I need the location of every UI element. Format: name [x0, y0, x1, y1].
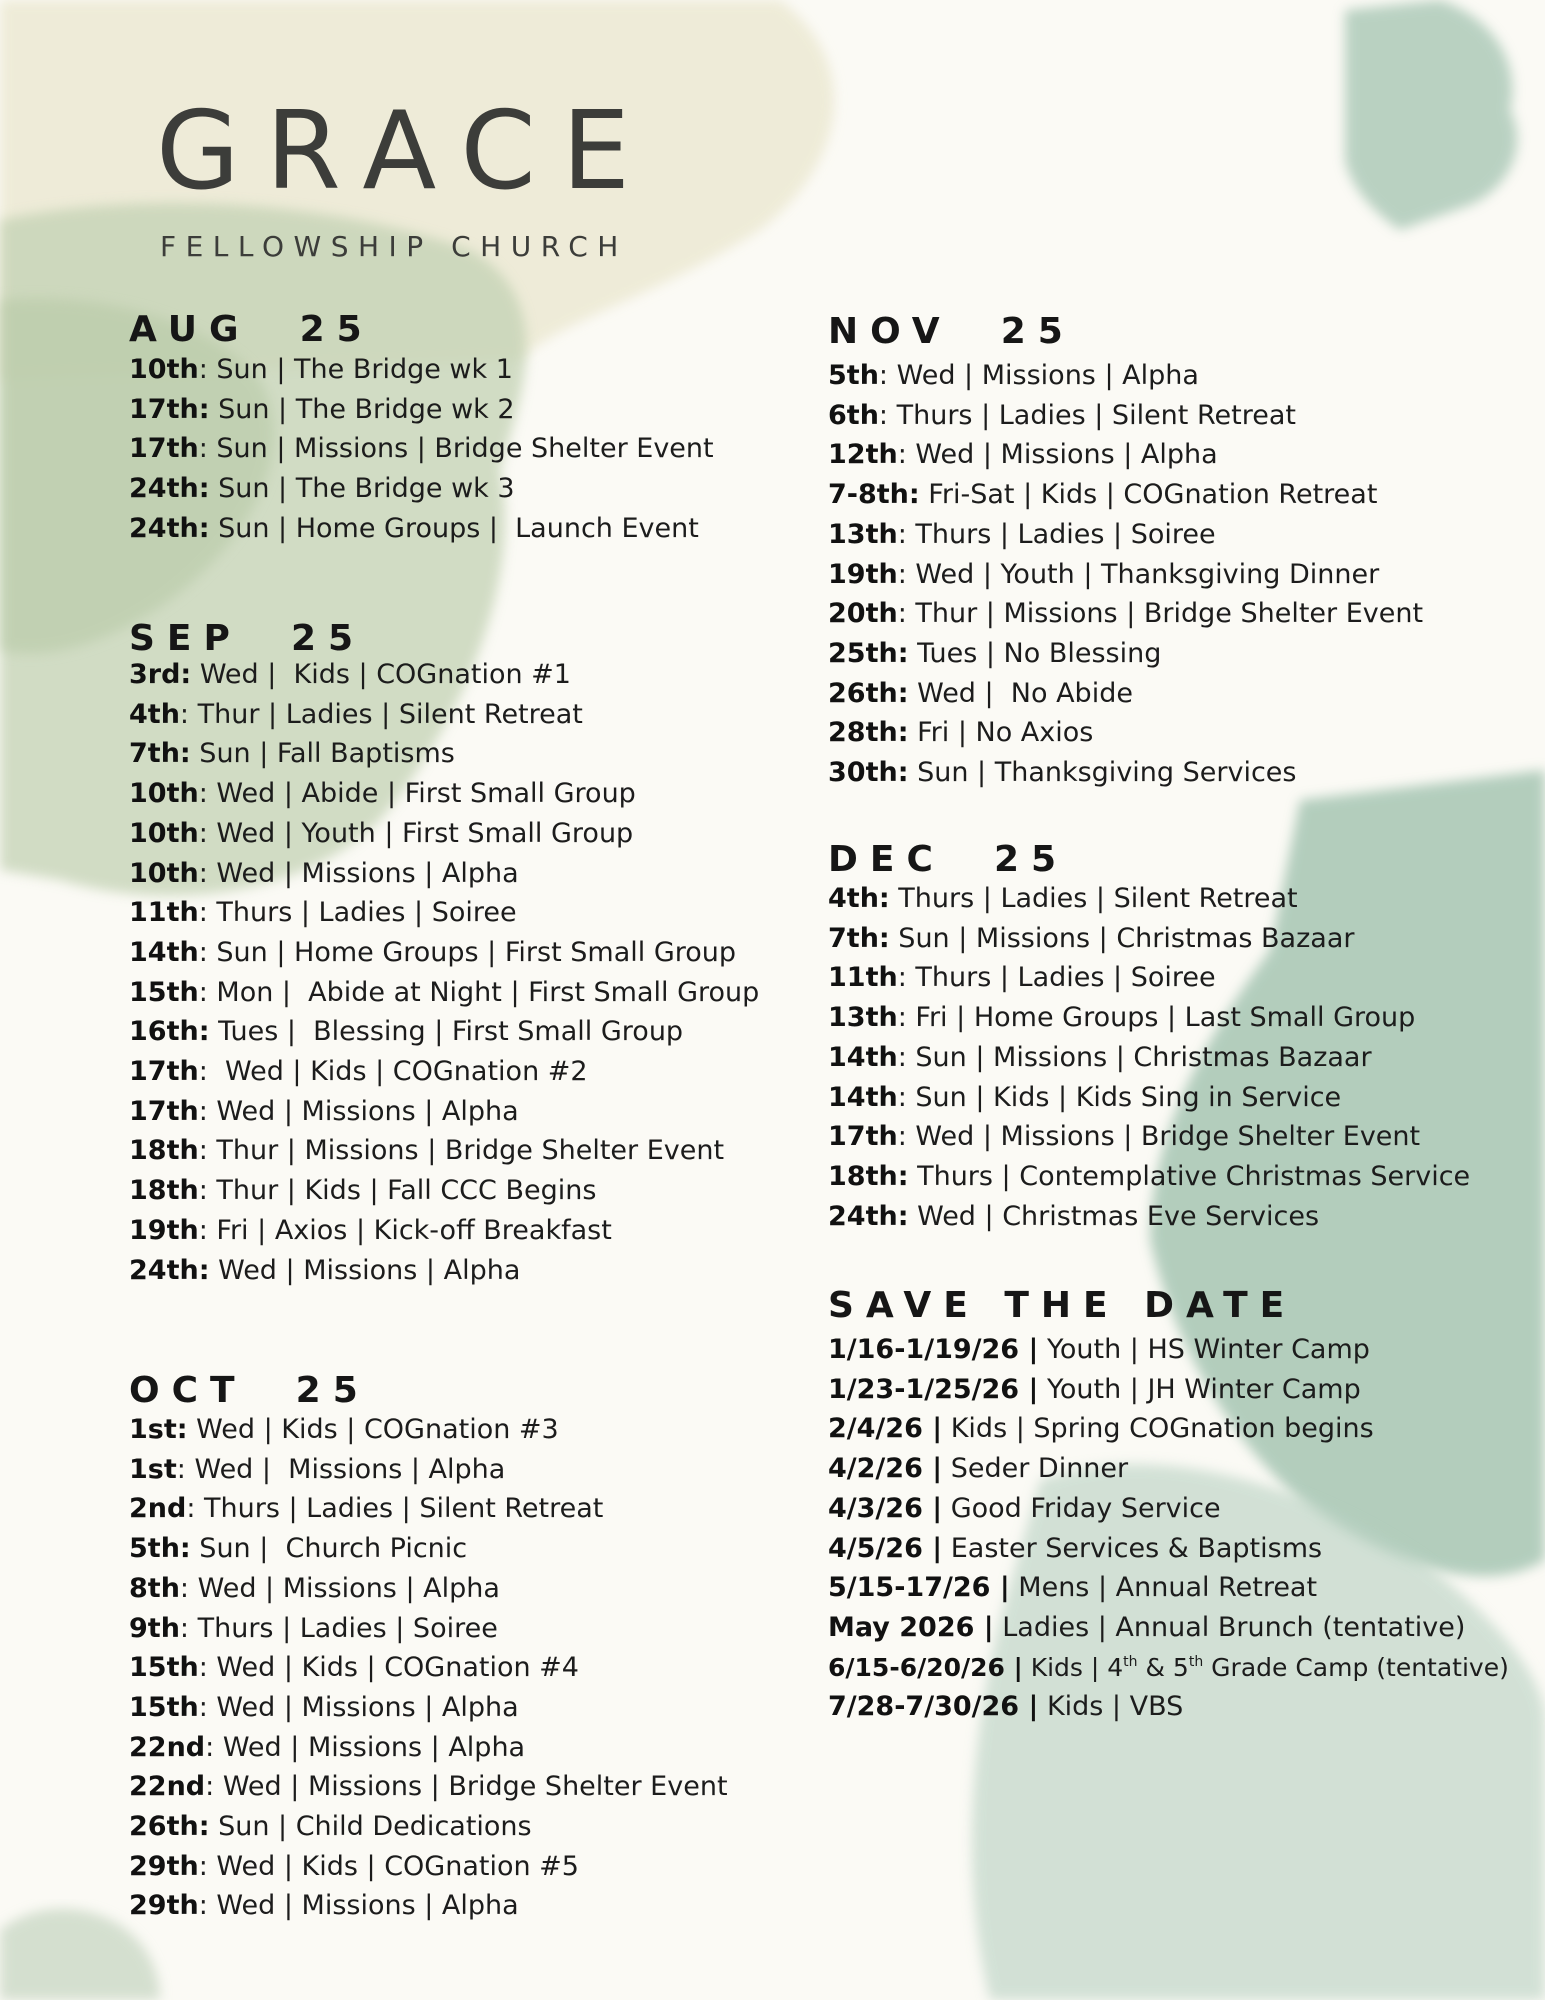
- event-date: 29th: [129, 1890, 199, 1922]
- event-text: Thur | Ladies | Silent Retreat: [189, 698, 583, 730]
- event-sep: :: [198, 1175, 208, 1207]
- event-sep: :: [198, 354, 208, 385]
- event-text: Wed | Youth | Thanksgiving Dinner: [906, 558, 1380, 590]
- event-text: Thurs | Ladies | Silent Retreat: [888, 399, 1296, 431]
- event-item: [129, 1688, 728, 1728]
- event-text: Sun | Child Dedications: [209, 1811, 532, 1843]
- logo-subtitle: FELLOWSHIP CHURCH: [160, 230, 628, 263]
- event-item: [828, 753, 1423, 793]
- event-text: Wed | Missions | Alpha: [207, 1095, 519, 1127]
- event-item: [828, 396, 1423, 436]
- ordinal-suffix: th: [1123, 1653, 1138, 1670]
- event-item: [828, 879, 1470, 919]
- event-text: Fri-Sat | Kids | COGnation Retreat: [919, 479, 1378, 511]
- event-date: 4/5/26 |: [828, 1532, 943, 1564]
- event-date: 15th: [129, 1691, 199, 1723]
- event-text: Fri | No Axios: [908, 717, 1094, 749]
- event-date: 30th:: [828, 757, 909, 789]
- event-item: [828, 515, 1423, 555]
- event-sep: :: [198, 936, 208, 968]
- event-sep: :: [198, 1135, 208, 1167]
- event-list: [828, 1330, 1509, 1727]
- event-text: Grade Camp (tentative): [1203, 1652, 1509, 1682]
- event-date: 1st:: [129, 1414, 188, 1445]
- event-date: 18th:: [828, 1160, 909, 1192]
- event-date: 3rd:: [129, 659, 192, 690]
- event-sep: :: [198, 817, 208, 849]
- event-item: [129, 1052, 759, 1092]
- event-text: & 5: [1137, 1652, 1189, 1682]
- event-sep: :: [179, 698, 190, 730]
- event-text: Thurs | Ladies | Silent Retreat: [889, 883, 1298, 914]
- event-text: Wed | Missions | Bridge Shelter Event: [214, 1771, 728, 1803]
- event-date: 4th: [129, 698, 180, 730]
- event-text: Wed | Kids | COGnation #3: [187, 1414, 559, 1445]
- event-item: [129, 1092, 759, 1132]
- section-aug: [129, 308, 714, 549]
- event-item: [828, 1687, 1509, 1727]
- event-date: 10th: [129, 817, 199, 849]
- event-date: 17th: [129, 433, 199, 465]
- event-sep: :: [198, 1095, 208, 1127]
- event-sep: :: [198, 1850, 208, 1882]
- event-text: Thurs | Ladies | Soiree: [906, 518, 1216, 550]
- event-item: [828, 998, 1470, 1038]
- event-date: 5th: [828, 360, 879, 391]
- event-item: [828, 1608, 1509, 1648]
- event-list: [828, 879, 1470, 1236]
- event-text: Wed | Christmas Eve Services: [908, 1200, 1320, 1232]
- event-date: 6/15-6/20/26 |: [828, 1652, 1023, 1682]
- event-text: Sun | Home Groups | First Small Group: [207, 936, 737, 968]
- event-date: 17th: [828, 1121, 898, 1153]
- event-item: [828, 674, 1423, 714]
- event-item: [129, 1767, 728, 1807]
- event-text: Seder Dinner: [942, 1453, 1129, 1485]
- event-text: Mon | Abide at Night | First Small Group: [207, 976, 760, 1008]
- event-date: 15th: [129, 976, 199, 1008]
- event-date: 8th: [129, 1572, 180, 1604]
- event-date: 24th:: [129, 473, 210, 505]
- event-item: [129, 1012, 759, 1052]
- event-sep: :: [198, 857, 208, 889]
- event-date: 24th:: [129, 512, 210, 544]
- event-text: Thur | Missions | Bridge Shelter Event: [906, 598, 1424, 630]
- event-text: Wed | Missions | Alpha: [906, 439, 1218, 471]
- event-text: Wed | Missions | Alpha: [214, 1731, 526, 1763]
- event-sep: :: [179, 1612, 190, 1644]
- event-list: [129, 350, 714, 549]
- event-date: 19th: [129, 1214, 199, 1246]
- event-date: 26th:: [828, 677, 909, 709]
- event-text: Sun | Fall Baptisms: [190, 738, 455, 770]
- event-item: [828, 713, 1423, 753]
- event-sep: :: [897, 1041, 907, 1073]
- event-text: Sun | Church Picnic: [190, 1533, 468, 1565]
- church-logo: [156, 89, 656, 263]
- event-item: [129, 1648, 728, 1688]
- event-text: Wed | No Abide: [908, 677, 1133, 709]
- event-item: [828, 435, 1423, 475]
- teal-wash-top-right-shape: [1345, 0, 1517, 230]
- event-sep: :: [198, 1652, 208, 1684]
- event-text: Wed | Kids | COGnation #4: [207, 1652, 579, 1684]
- event-item: [828, 1489, 1509, 1529]
- event-date: 11th: [129, 897, 199, 929]
- event-sep: :: [205, 1731, 215, 1763]
- event-sep: :: [198, 433, 208, 465]
- event-sep: :: [186, 1493, 196, 1525]
- event-item: [129, 695, 759, 735]
- event-text: Fri | Home Groups | Last Small Group: [906, 1002, 1416, 1034]
- event-text: Wed | Missions | Alpha: [207, 857, 519, 889]
- event-text: Sun | Kids | Kids Sing in Service: [906, 1081, 1342, 1113]
- event-date: 17th: [129, 1056, 199, 1088]
- event-list: [828, 356, 1423, 793]
- event-text: Ladies | Annual Brunch (tentative): [993, 1611, 1466, 1643]
- event-item: [129, 1807, 728, 1847]
- event-date: 4/2/26 |: [828, 1453, 943, 1485]
- section-nov: [828, 310, 1423, 793]
- event-text: Sun | The Bridge wk 1: [207, 354, 513, 385]
- logo-title: GRACE: [156, 89, 656, 214]
- event-item: [828, 1157, 1470, 1197]
- event-date: 19th: [828, 558, 898, 590]
- event-item: [129, 734, 759, 774]
- event-text: Sun | Missions | Christmas Bazaar: [906, 1041, 1372, 1073]
- event-date: 14th: [828, 1041, 898, 1073]
- event-item: [828, 1117, 1470, 1157]
- event-sep: :: [198, 1214, 208, 1246]
- event-date: 17th: [129, 1095, 199, 1127]
- event-item: [129, 893, 759, 933]
- event-item: [828, 594, 1423, 634]
- event-item: [828, 356, 1423, 396]
- event-item: [828, 1078, 1470, 1118]
- event-item: [828, 1197, 1470, 1237]
- event-item: [828, 555, 1423, 595]
- event-sep: :: [198, 1056, 208, 1088]
- event-item: [129, 1251, 759, 1291]
- event-item: [828, 958, 1470, 998]
- event-text: Easter Services & Baptisms: [942, 1532, 1323, 1564]
- event-item: [828, 1449, 1509, 1489]
- event-text: Sun | Thanksgiving Services: [908, 757, 1297, 789]
- event-item: [828, 1409, 1509, 1449]
- event-date: 28th:: [828, 717, 909, 749]
- event-text: Sun | The Bridge wk 3: [209, 473, 515, 505]
- event-text: Wed | Kids | COGnation #2: [207, 1056, 588, 1088]
- event-text: Sun | Missions | Bridge Shelter Event: [207, 433, 714, 465]
- section-dec: [828, 838, 1470, 1236]
- event-item: [129, 814, 759, 854]
- event-date: 13th: [828, 1002, 898, 1034]
- event-text: Thurs | Ladies | Silent Retreat: [195, 1493, 604, 1525]
- event-text: Fri | Axios | Kick-off Breakfast: [207, 1214, 612, 1246]
- event-sep: :: [897, 558, 907, 590]
- event-item: [129, 509, 714, 549]
- event-item: [828, 1330, 1509, 1370]
- section-heading: NOV 25: [828, 311, 1075, 352]
- event-list: [129, 1410, 728, 1926]
- event-date: 4th:: [828, 883, 890, 914]
- event-date: 6th: [828, 399, 879, 431]
- event-date: 18th: [129, 1135, 199, 1167]
- event-item: [129, 1609, 728, 1649]
- event-text: Wed | Missions | Alpha: [207, 1691, 519, 1723]
- event-sep: :: [198, 1691, 208, 1723]
- event-date: 4/3/26 |: [828, 1492, 943, 1524]
- event-text: Kids | Spring COGnation begins: [942, 1413, 1374, 1445]
- event-text: Thur | Kids | Fall CCC Begins: [207, 1175, 597, 1207]
- event-sep: :: [198, 976, 208, 1008]
- event-text: Tues | No Blessing: [908, 637, 1162, 669]
- event-text: Wed | Kids | COGnation #5: [207, 1850, 579, 1882]
- event-sep: :: [198, 778, 208, 810]
- event-sep: :: [205, 1771, 215, 1803]
- event-text: Youth | JH Winter Camp: [1038, 1373, 1361, 1405]
- event-text: Wed | Kids | COGnation #1: [191, 659, 571, 690]
- event-sep: :: [198, 897, 208, 929]
- event-date: 1/16-1/19/26 |: [828, 1334, 1039, 1365]
- event-text: Wed | Missions | Alpha: [189, 1572, 500, 1604]
- event-text: Thurs | Ladies | Soiree: [207, 897, 517, 929]
- section-heading: AUG 25: [129, 309, 374, 350]
- event-sep: :: [176, 1453, 186, 1485]
- event-item: [129, 1569, 728, 1609]
- event-text: Sun | Missions | Christmas Bazaar: [889, 922, 1355, 954]
- event-text: Wed | Missions | Alpha: [207, 1890, 519, 1922]
- event-sep: :: [198, 1890, 208, 1922]
- section-heading: SEP 25: [129, 618, 366, 659]
- event-item: [129, 469, 714, 509]
- event-date: 7th:: [828, 922, 890, 954]
- event-sep: :: [878, 399, 889, 431]
- event-text: Mens | Annual Retreat: [1009, 1572, 1318, 1604]
- event-text: Wed | Missions | Alpha: [209, 1254, 521, 1286]
- event-text: Wed | Youth | First Small Group: [207, 817, 634, 849]
- section-save-the-date: [828, 1284, 1509, 1727]
- event-item: [129, 774, 759, 814]
- event-date: 7th:: [129, 738, 191, 770]
- event-item: [129, 1211, 759, 1251]
- event-item: [828, 1370, 1509, 1410]
- event-text: Wed | Missions | Bridge Shelter Event: [906, 1121, 1421, 1153]
- event-date: 11th: [828, 962, 898, 994]
- section-heading: DEC 25: [828, 839, 1069, 880]
- event-item: [129, 854, 759, 894]
- event-item: [828, 475, 1423, 515]
- event-date: 16th:: [129, 1016, 210, 1048]
- event-item: [828, 1038, 1470, 1078]
- event-text: Thurs | Contemplative Christmas Service: [908, 1160, 1471, 1192]
- event-text: Youth | HS Winter Camp: [1038, 1334, 1370, 1365]
- event-sep: :: [878, 360, 889, 391]
- event-text: Wed | Missions | Alpha: [888, 360, 1199, 391]
- event-item: [129, 429, 714, 469]
- event-date: 13th: [828, 518, 898, 550]
- event-sep: :: [897, 518, 907, 550]
- event-date: 10th: [129, 354, 199, 385]
- event-date: 29th: [129, 1850, 199, 1882]
- event-date: 15th: [129, 1652, 199, 1684]
- event-item: [129, 933, 759, 973]
- event-list: [129, 655, 759, 1290]
- event-item: [129, 1450, 728, 1490]
- event-date: 24th:: [828, 1200, 909, 1232]
- event-date: 24th:: [129, 1254, 210, 1286]
- event-date: May 2026 |: [828, 1611, 994, 1643]
- event-item: [828, 1648, 1509, 1688]
- event-date: 9th: [129, 1612, 180, 1644]
- event-date: 2/4/26 |: [828, 1413, 943, 1445]
- event-date: 17th:: [129, 393, 210, 425]
- event-item: [129, 1529, 728, 1569]
- event-date: 2nd: [129, 1493, 187, 1525]
- event-date: 14th: [129, 936, 199, 968]
- event-date: 18th: [129, 1175, 199, 1207]
- event-item: [129, 350, 714, 390]
- event-text: Kids | VBS: [1038, 1691, 1184, 1723]
- event-text: Thur | Missions | Bridge Shelter Event: [207, 1135, 725, 1167]
- event-item: [828, 1568, 1509, 1608]
- event-item: [129, 1728, 728, 1768]
- event-item: [129, 1131, 759, 1171]
- event-date: 1st: [129, 1453, 177, 1485]
- event-date: 14th: [828, 1081, 898, 1113]
- event-date: 22nd: [129, 1771, 206, 1803]
- event-item: [129, 973, 759, 1013]
- event-sep: :: [179, 1572, 190, 1604]
- section-sep: [129, 617, 759, 1290]
- event-date: 5th:: [129, 1533, 191, 1565]
- event-item: [828, 634, 1423, 674]
- event-text: Good Friday Service: [942, 1492, 1221, 1524]
- event-sep: :: [897, 1121, 907, 1153]
- event-date: 5/15-17/26 |: [828, 1572, 1010, 1604]
- event-item: [129, 1847, 728, 1887]
- event-item: [828, 919, 1470, 959]
- event-text: Wed | Missions | Alpha: [185, 1453, 506, 1485]
- section-heading: SAVE THE DATE: [828, 1285, 1297, 1326]
- event-item: [129, 1886, 728, 1926]
- event-text: Sun | Home Groups | Launch Event: [209, 512, 699, 544]
- event-item: [129, 1410, 728, 1450]
- event-date: 7-8th:: [828, 479, 920, 511]
- event-date: 12th: [828, 439, 898, 471]
- event-text: Thurs | Ladies | Soiree: [906, 962, 1216, 994]
- event-date: 20th: [828, 598, 898, 630]
- event-date: 10th: [129, 857, 199, 889]
- event-item: [129, 390, 714, 430]
- event-sep: :: [897, 1081, 907, 1113]
- event-date: 1/23-1/25/26 |: [828, 1373, 1039, 1405]
- event-sep: :: [897, 598, 907, 630]
- event-text: Kids | 4: [1022, 1652, 1124, 1682]
- event-sep: :: [897, 962, 907, 994]
- event-sep: :: [897, 439, 907, 471]
- event-item: [828, 1529, 1509, 1569]
- event-item: [129, 1171, 759, 1211]
- event-text: Wed | Abide | First Small Group: [207, 778, 636, 810]
- event-text: Tues | Blessing | First Small Group: [209, 1016, 684, 1048]
- event-date: 25th:: [828, 637, 909, 669]
- event-text: Sun | The Bridge wk 2: [209, 393, 515, 425]
- event-date: 10th: [129, 778, 199, 810]
- ordinal-suffix: th: [1188, 1653, 1204, 1670]
- event-item: [129, 655, 759, 695]
- event-text: Thurs | Ladies | Soiree: [189, 1612, 498, 1644]
- section-oct: [129, 1369, 728, 1926]
- section-heading: OCT 25: [129, 1370, 370, 1411]
- event-date: 7/28-7/30/26 |: [828, 1691, 1039, 1723]
- event-date: 26th:: [129, 1811, 210, 1843]
- event-date: 22nd: [129, 1731, 206, 1763]
- event-item: [129, 1489, 728, 1529]
- event-sep: :: [897, 1002, 907, 1034]
